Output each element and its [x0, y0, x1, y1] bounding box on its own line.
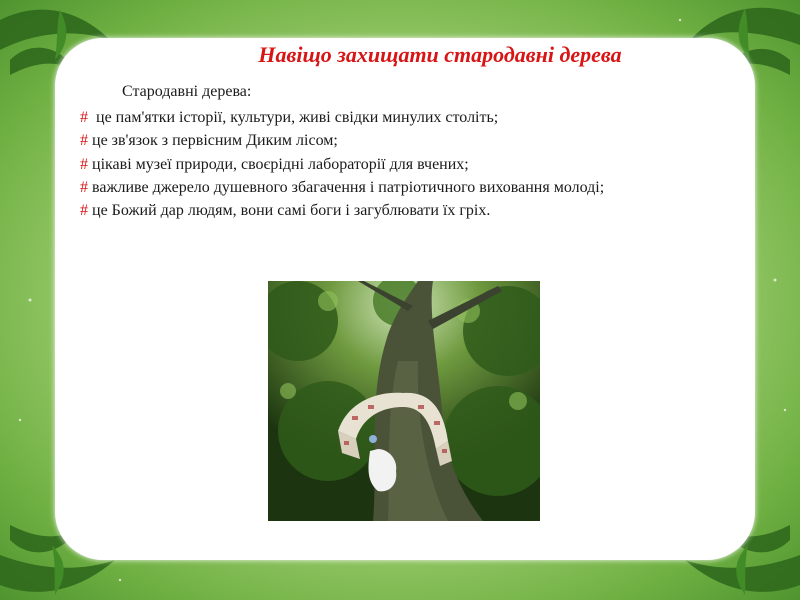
intro-text: Стародавні дерева:: [122, 83, 252, 100]
list-item-text: це Божий дар людям, вони самі боги і загублювати їх гріх.: [88, 202, 491, 220]
list-item: [80, 153, 680, 176]
reasons-list: [80, 106, 680, 222]
tree-illustration: [268, 281, 540, 521]
list-item-text: це пам'ятки історії, культури, живі свідки минулих століть;: [88, 109, 499, 126]
list-item-text: цікаві музеї природи, своєрідні лабораторії для вчених;: [88, 155, 469, 173]
list-item: [80, 199, 680, 222]
list-item-text: важливе джерело душевного збагачення і патріотичного виховання молоді;: [88, 178, 605, 196]
list-item: [80, 176, 680, 199]
list-marker: #: [80, 202, 88, 220]
list-item: [80, 106, 680, 129]
list-marker: #: [80, 109, 88, 126]
list-marker: #: [80, 178, 88, 196]
list-marker: #: [80, 132, 88, 150]
list-item: [80, 129, 680, 152]
list-marker: #: [80, 155, 88, 173]
list-item-text: це зв'язок з первісним Диким лісом;: [88, 132, 338, 150]
ancient-tree-photo: [268, 281, 540, 521]
slide-title: Навіщо захищати стародавні дерева: [258, 42, 622, 67]
